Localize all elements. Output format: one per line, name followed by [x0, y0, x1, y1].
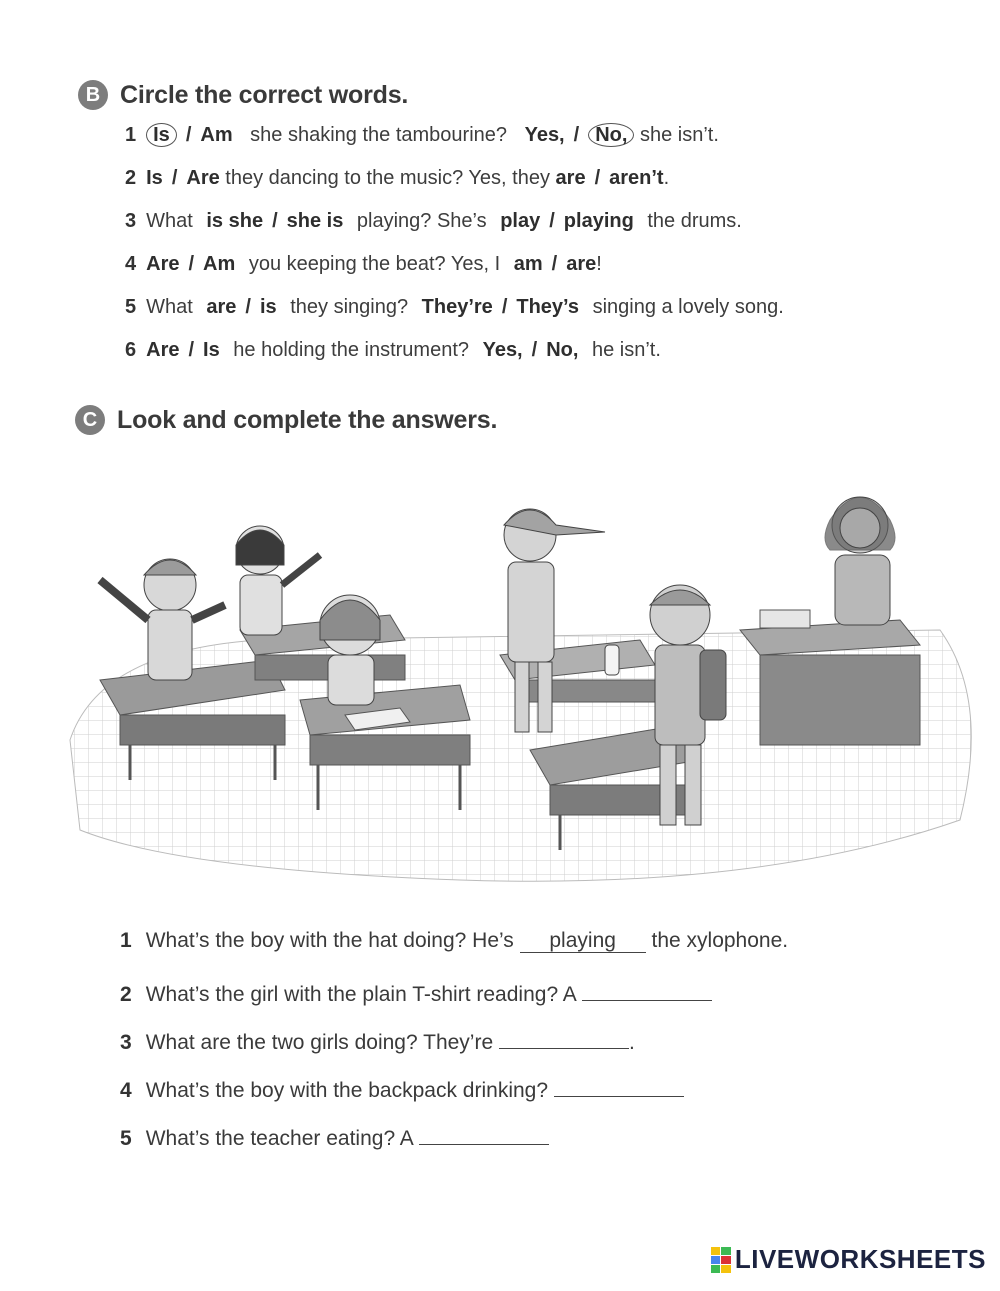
choice-is[interactable]: is [259, 296, 277, 318]
section-c-badge: C [75, 405, 105, 435]
question-number: 4 [120, 1079, 132, 1102]
logo-tiles-icon [711, 1247, 731, 1273]
exercise-b-item-4 [125, 253, 602, 276]
choice-theys[interactable]: They’s [516, 296, 579, 318]
separator: / [272, 210, 278, 232]
choice-arent[interactable]: aren’t [609, 167, 664, 189]
separator: / [188, 339, 195, 361]
question-5 [120, 1120, 549, 1151]
question-2 [120, 976, 712, 1007]
question-number: 3 [120, 1031, 132, 1054]
answer-blank-2[interactable] [582, 976, 712, 1001]
choice-is-she[interactable]: is she [206, 210, 264, 232]
item-text: she isn’t. [639, 124, 719, 146]
choice-play[interactable]: play [500, 210, 541, 232]
section-b-title: Circle the correct words. [120, 80, 409, 109]
exercise-b-item-6 [125, 339, 661, 362]
question-1 [120, 928, 788, 953]
choice-are[interactable]: Are [146, 339, 180, 361]
item-text: playing? She’s [356, 210, 487, 232]
choice-is-circled[interactable]: Is [146, 123, 177, 147]
item-text: singing a lovely song. [592, 296, 784, 318]
choice-are[interactable]: Are [186, 167, 220, 189]
item-text: he isn’t. [591, 339, 661, 361]
item-text: you keeping the beat? Yes, I [248, 253, 501, 275]
question-text: What’s the boy with the hat doing? He’s [145, 929, 514, 952]
question-text: What’s the teacher eating? A [145, 1127, 413, 1150]
choice-no-circled[interactable]: No, [588, 123, 634, 147]
girl-dancing-figure [236, 526, 320, 635]
choice-yes[interactable]: Yes, [524, 124, 565, 146]
separator: / [185, 124, 192, 146]
classroom-illustration [60, 440, 980, 890]
question-text-after: the xylophone. [651, 929, 789, 952]
item-text: she shaking the tambourine? [250, 124, 508, 146]
choice-playing[interactable]: playing [563, 210, 634, 232]
section-b-badge: B [78, 80, 108, 110]
item-number: 5 [125, 296, 137, 318]
question-number: 1 [120, 929, 132, 952]
exercise-b-item-5 [125, 296, 784, 319]
choice-are[interactable]: are [206, 296, 237, 318]
teacher-desk [740, 610, 920, 745]
choice-is[interactable]: Is [146, 167, 163, 189]
item-text: ! [596, 253, 602, 275]
section-c-heading [75, 405, 497, 435]
answer-blank-4[interactable] [554, 1072, 684, 1097]
item-text: he holding the instrument? [233, 339, 470, 361]
separator: / [188, 253, 195, 275]
choice-she-is[interactable]: she is [286, 210, 344, 232]
item-text: the drums. [647, 210, 742, 232]
answer-blank-1[interactable]: playing [520, 928, 646, 953]
item-text: they singing? [290, 296, 409, 318]
separator: / [549, 210, 555, 232]
item-number: 1 [125, 124, 137, 146]
answer-blank-5[interactable] [419, 1120, 549, 1145]
choice-no[interactable]: No, [546, 339, 579, 361]
choice-is[interactable]: Is [203, 339, 220, 361]
item-number: 3 [125, 210, 137, 232]
question-text-after: . [629, 1031, 635, 1054]
choice-yes[interactable]: Yes, [482, 339, 523, 361]
logo-text: LIVEWORKSHEETS [734, 1244, 986, 1274]
separator: / [501, 296, 508, 318]
section-b-heading [78, 80, 408, 110]
item-text: they dancing to the music? Yes, they [225, 167, 550, 189]
exercise-b-item-2 [125, 167, 669, 190]
question-4 [120, 1072, 684, 1103]
choice-are[interactable]: are [566, 253, 597, 275]
question-text: What’s the girl with the plain T-shirt reading? A [145, 983, 576, 1006]
separator: / [594, 167, 601, 189]
item-text: What [146, 296, 193, 318]
separator: / [531, 339, 538, 361]
item-text: What [146, 210, 193, 232]
question-text: What’s the boy with the backpack drinking? [145, 1079, 549, 1102]
section-c-title: Look and complete the answers. [117, 405, 498, 434]
choice-theyre[interactable]: They’re [421, 296, 493, 318]
choice-are[interactable]: Are [146, 253, 180, 275]
choice-are[interactable]: are [555, 167, 586, 189]
item-text: . [663, 167, 670, 189]
choice-am[interactable]: Am [200, 124, 233, 146]
liveworksheets-logo[interactable] [711, 1244, 986, 1275]
teacher-figure [825, 497, 895, 625]
answer-blank-3[interactable] [499, 1024, 629, 1049]
separator: / [245, 296, 251, 318]
separator: / [171, 167, 178, 189]
separator: / [551, 253, 558, 275]
separator: / [573, 124, 580, 146]
choice-am[interactable]: am [513, 253, 543, 275]
exercise-b-item-3 [125, 210, 742, 233]
question-text: What are the two girls doing? They’re [145, 1031, 494, 1054]
question-3 [120, 1024, 635, 1055]
choice-am[interactable]: Am [203, 253, 236, 275]
item-number: 4 [125, 253, 137, 275]
question-number: 5 [120, 1127, 132, 1150]
question-number: 2 [120, 983, 132, 1006]
item-number: 2 [125, 167, 137, 189]
exercise-b-item-1 [125, 124, 719, 147]
item-number: 6 [125, 339, 137, 361]
